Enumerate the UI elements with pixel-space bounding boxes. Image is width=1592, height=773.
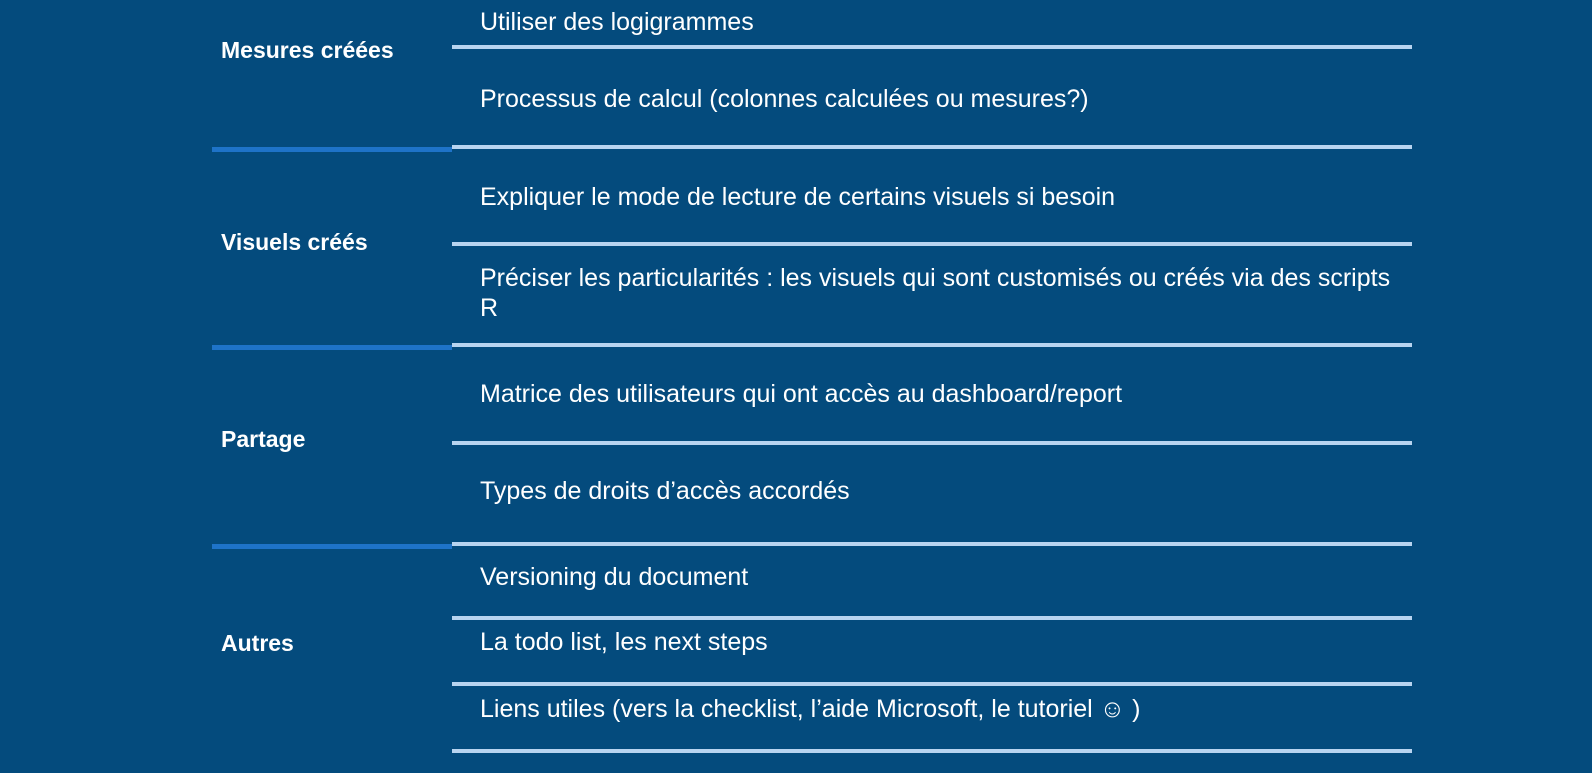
list-item-text: Versioning du document bbox=[480, 563, 749, 591]
item-divider bbox=[452, 343, 1412, 347]
section-divider bbox=[212, 345, 452, 350]
item-divider bbox=[452, 441, 1412, 445]
section-divider bbox=[212, 544, 452, 549]
item-divider bbox=[452, 749, 1412, 753]
list-item bbox=[452, 552, 1412, 618]
list-item-text: Utiliser des logigrammes bbox=[480, 8, 754, 36]
list-item-text: La todo list, les next steps bbox=[480, 628, 768, 656]
list-item bbox=[452, 50, 1412, 152]
list-item bbox=[452, 448, 1412, 552]
section-mesures-creees bbox=[212, 0, 1412, 152]
section-label: Visuels créés bbox=[221, 229, 368, 255]
section-visuels-crees bbox=[212, 152, 1412, 352]
list-item bbox=[452, 152, 1412, 248]
item-divider bbox=[452, 242, 1412, 246]
item-divider bbox=[452, 542, 1412, 546]
section-autres bbox=[212, 552, 1412, 762]
item-divider bbox=[452, 45, 1412, 49]
list-item-text: Expliquer le mode de lecture de certains visuels si besoin bbox=[480, 183, 1116, 211]
section-partage bbox=[212, 352, 1412, 552]
list-item bbox=[452, 352, 1412, 448]
item-divider bbox=[452, 145, 1412, 149]
list-item bbox=[452, 0, 1412, 50]
list-item bbox=[452, 248, 1412, 352]
section-label: Mesures créées bbox=[221, 37, 394, 63]
list-item bbox=[452, 618, 1412, 685]
section-label: Autres bbox=[221, 630, 294, 656]
list-item-text: Matrice des utilisateurs qui ont accès au dashboard/report bbox=[480, 380, 1123, 408]
list-item-text: Types de droits d’accès accordés bbox=[480, 477, 850, 505]
list-item-text: Liens utiles (vers la checklist, l’aide Microsoft, le tutoriel ☺ ) bbox=[480, 695, 1141, 723]
list-item-text: Processus de calcul (colonnes calculées ou mesures?) bbox=[480, 85, 1089, 113]
section-label: Partage bbox=[221, 426, 306, 452]
list-item bbox=[452, 685, 1412, 762]
list-item-text: Préciser les particularités : les visuels qui sont customisés ou créés via des scripts R bbox=[480, 264, 1391, 322]
